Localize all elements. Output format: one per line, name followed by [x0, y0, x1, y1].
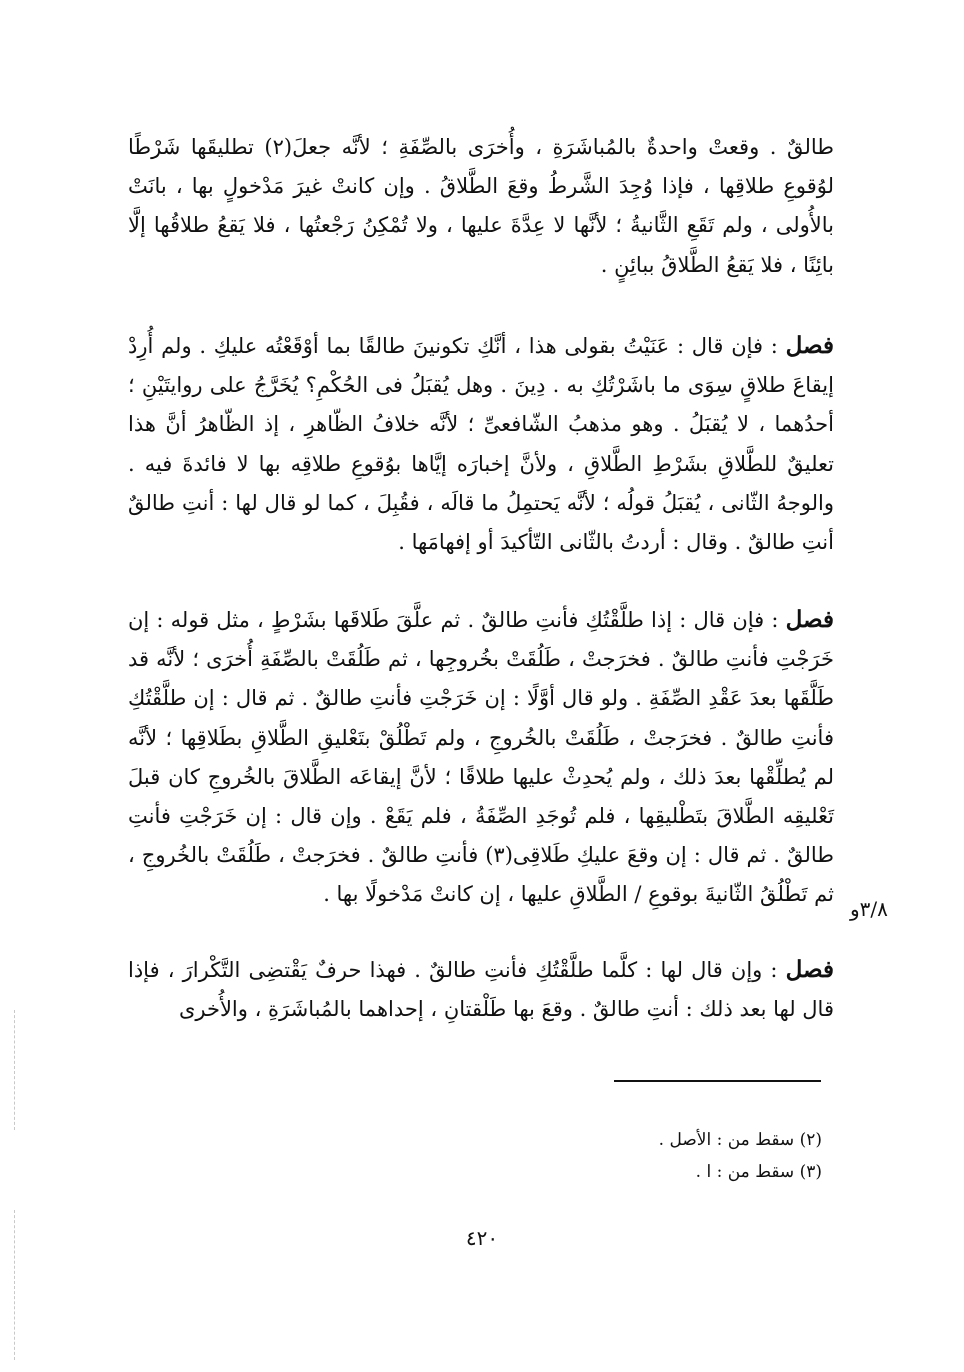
paragraph-4 [128, 950, 834, 1029]
paragraph-3-content [128, 600, 834, 915]
page-number: ٤٢٠ [465, 1226, 499, 1250]
paragraph-1 [128, 128, 834, 285]
paragraph-4-content [128, 950, 834, 1029]
paragraph-1-text: طالقٌ . وقعتْ واحدةٌ بالمُباشَرَةِ ، وأُخرَى بالصِّفَةِ ؛ لأنَّه جعلَ(٢) تطليقَها شَرْطًا لوُقوعِ طلاقِها ، فإذا وُجِدَ الشَّرطُ وقعَ الطَّلاقُ . وإن كانتْ غيرَ مَدْخولٍ بها ، بانَتْ بالأُولى ، ولم تَقَعِ الثَّانيةُ ؛ لأنَّها لا عِدَّةَ عليها ، ولا تُمْكِنُ رَجْعتُها ، فلا يَقعُ طلاقُها إلَّا بائِنًا ، فلا يَقعُ الطَّلاقُ ببائِنٍ . [128, 135, 835, 277]
paragraph-4-text: : وإن قال لها : كلَّما طلَّقْتُكِ فأنتِ طالقٌ . فهذا حرفٌ يَقْتضِى التَّكْرارَ ، فإذا قال لها بعد ذلك : أنتِ طالقٌ . وقعَ بها طَلْقتانِ ، إحداهما بالمُباشَرَةِ ، والأُخرى [128, 958, 834, 1022]
footnotes [500, 1124, 822, 1188]
paragraph-2 [128, 326, 834, 562]
scan-edge-mark [14, 1210, 15, 1360]
paragraph-2-text: : فإن قال : عَنَيْتُ بقولى هذا ، أنَّكِ تكونينَ طالقًا بما أوْقَعْتُه عليكِ . ولم أُرِدْ إيقاعَ طلاقٍ سِوَى ما باشَرْتُكِ به . دِينَ . وهل يُقبَلُ فى الحُكْمِ؟ يُخَرَّجُ على روايتَيْنِ ؛ أحدُهما ، لا يُقبَلُ . وهو مذهبُ الشّافعىِّ ؛ لأنَّه خلافُ الظّاهرِ ، إذ الظّاهرُ أنَّ هذا تعليقٌ للطَّلاقِ بشَرْطِ الطَّلاقِ ، ولأنَّ إخبارَه إيَّاها بوُقوعِ طلاقِه بها لا فائدةَ فيه . والوجهُ الثّانى ، يُقبَلُ قولُه ؛ لأنَّه يَحتمِلُ ما قالَه ، فقُبِلَ ، كما لو قال لها : أنتِ طالقٌ أنتِ طالقٌ . وقال : أردتُ بالثّانى التّأكيدَ أو إفهامَها . [128, 334, 834, 555]
section-label: فصل [785, 332, 834, 359]
paragraph-3 [128, 600, 834, 915]
manuscript-folio-note: ٣/٨و [850, 897, 888, 921]
paragraph-3-text: : فإن قال : إذا طلَّقْتُكِ فأنتِ طالقٌ . ثم علَّقَ طَلاقَها بشَرْطٍ ، مثل قوله : إن خَرَجْتِ فأنتِ طالقٌ . فخرَجتْ ، طَلُقَتْ بخُروجِها ، ثم طَلُقَتْ بالصِّفَةِ أُخرَى ؛ لأنَّه قد طَلَّقَها بعدَ عَقْدِ الصِّفَةِ . ولو قال أوَّلًا : إن خَرَجْتِ فأنتِ طالقٌ . ثم قال : إن طلَّقْتُكِ فأنتِ طالقٌ . فخرَجتْ ، طَلُقَتْ بالخُروجِ ، ولم تَطْلُقْ بتَعْليقِ الطَّلاقِ بطَلاقِها ؛ لأنَّه لم يُطلِّقْها بعدَ ذلك ، ولم يُحدِثْ عليها طلاقًا ؛ لأنَّ إيقاعَه الطَّلاقَ بالخُروجِ كان قبلَ تَعْليقِه الطَّلاقَ بتَطْليقِها ، فلم تُوجَدِ الصِّفَةُ ، فلم يَقَعْ . وإن قال : إن خَرَجْتِ فأنتِ طالقٌ . ثم قال : إن وقعَ عليكِ طَلاقِى(٣) فأنتِ طالقٌ . فخرَجتْ ، طَلُقَتْ بالخُروجِ ، ثم تَطْلُقُ الثّانيةَ بوقوعِ / الطَّلاقِ عليها ، إن كانتْ مَدْخولًا بها . [128, 608, 834, 907]
section-label: فصل [785, 956, 834, 983]
paragraph-2-content [128, 326, 834, 562]
scan-edge-mark [14, 1010, 15, 1130]
footnote-3: (٣) سقط من : ا . [695, 1162, 822, 1182]
footnote-2: (٢) سقط من : الأصل . [658, 1130, 822, 1150]
footnote-divider [614, 1080, 821, 1082]
section-label: فصل [785, 606, 834, 633]
